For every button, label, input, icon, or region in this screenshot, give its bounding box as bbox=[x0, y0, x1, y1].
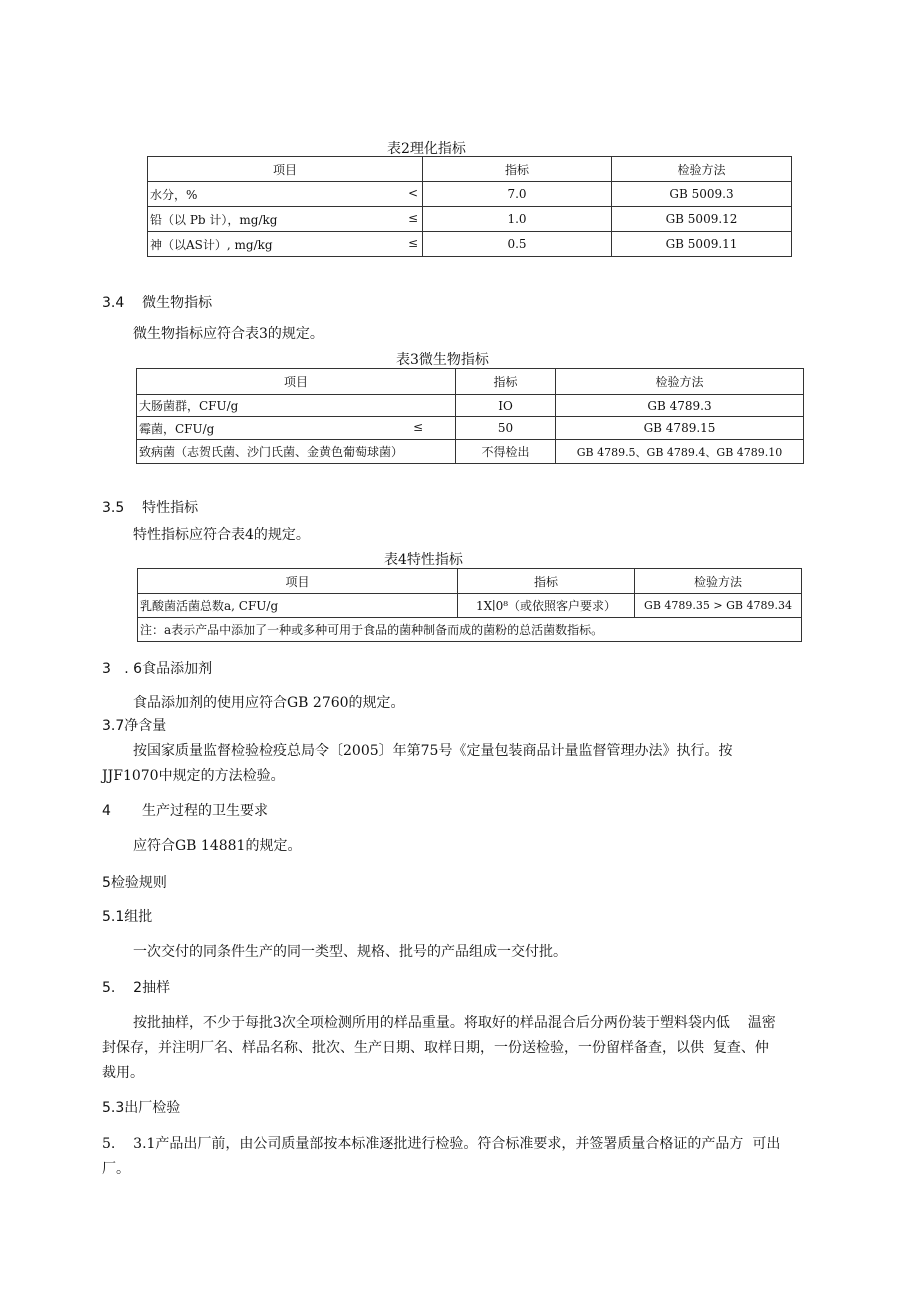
table3-cell-value: IO bbox=[456, 395, 556, 417]
table2-cell-item: 神（以AS计）, mg/kg ≤ bbox=[148, 232, 423, 257]
table-row bbox=[148, 207, 792, 232]
table2-cell-item: 铅（以 Pb 计），mg/kg ≤ bbox=[148, 207, 423, 232]
table4-cell-value: 1X∣0⁸（或依照客户要求） bbox=[458, 594, 635, 618]
table2-cell-value: 7.0 bbox=[423, 182, 612, 207]
table3 bbox=[136, 368, 804, 464]
table3-header-method: 检验方法 bbox=[556, 369, 804, 395]
section-3-4-title: 3.4 微生物指标 bbox=[102, 295, 213, 311]
section-3-7-title: 3.7净含量 bbox=[102, 718, 167, 734]
section-3-6-title: 3 . 6食品添加剂 bbox=[102, 661, 213, 677]
table3-cell-item: 大肠菌群，CFU/g bbox=[137, 395, 456, 417]
table2-cell-method: GB 5009.11 bbox=[612, 232, 792, 257]
section-3-7-line2: JJF1070中规定的方法检验。 bbox=[102, 768, 285, 784]
section-5-1-title: 5.1组批 bbox=[102, 909, 153, 925]
table4 bbox=[137, 568, 802, 642]
table4-header-value: 指标 bbox=[458, 569, 635, 594]
section-3-5-title: 3.5 特性指标 bbox=[102, 500, 199, 516]
table2-header-item: 项目 bbox=[148, 157, 423, 182]
table4-note: 注：a表示产品中添加了一种或多种可用于食品的菌种制备而成的菌粉的总活菌数指标。 bbox=[138, 618, 802, 642]
table2-cell-method: GB 5009.12 bbox=[612, 207, 792, 232]
section-3-6-text: 食品添加剂的使用应符合GB 2760的规定。 bbox=[133, 695, 405, 711]
section-5-3-title: 5.3出厂检验 bbox=[102, 1100, 181, 1116]
table2-header-value: 指标 bbox=[423, 157, 612, 182]
table-row bbox=[138, 594, 802, 618]
table4-header-item: 项目 bbox=[138, 569, 458, 594]
table3-cell-item: 霉菌，CFU/g ≤ bbox=[137, 417, 456, 440]
table2-header-method: 检验方法 bbox=[612, 157, 792, 182]
table-row bbox=[148, 182, 792, 207]
table4-cell-method: GB 4789.35 > GB 4789.34 bbox=[635, 594, 802, 618]
table3-cell-method: GB 4789.15 bbox=[556, 417, 804, 440]
table-row bbox=[148, 232, 792, 257]
table3-header-item: 项目 bbox=[137, 369, 456, 395]
table4-caption: 表4特性指标 bbox=[384, 552, 463, 568]
table3-caption: 表3微生物指标 bbox=[396, 352, 489, 368]
section-5-2-line2: 封保存，并注明厂名、样品名称、批次、生产日期、取样日期，一份送检验，一份留样备查，以供 复查、仲 bbox=[102, 1040, 769, 1056]
table-row bbox=[137, 440, 804, 464]
table-row bbox=[137, 417, 804, 440]
table3-cell-value: 50 bbox=[456, 417, 556, 440]
section-5-3-line2: 厂。 bbox=[102, 1161, 130, 1177]
section-3-7-line1: 按国家质量监督检验检疫总局令〔2005〕年第75号《定量包装商品计量监督管理办法》执行。按 bbox=[133, 743, 733, 759]
table2-cell-value: 1.0 bbox=[423, 207, 612, 232]
section-4-text: 应符合GB 14881的规定。 bbox=[133, 838, 302, 854]
table4-header-method: 检验方法 bbox=[635, 569, 802, 594]
section-5-2-line3: 裁用。 bbox=[102, 1065, 144, 1081]
table2 bbox=[147, 156, 792, 257]
table2-cell-method: GB 5009.3 bbox=[612, 182, 792, 207]
section-5-2-title: 5. 2抽样 bbox=[102, 980, 171, 996]
section-3-5-text: 特性指标应符合表4的规定。 bbox=[133, 527, 310, 543]
table3-header-value: 指标 bbox=[456, 369, 556, 395]
table3-cell-value: 不得检出 bbox=[456, 440, 556, 464]
table-row bbox=[137, 395, 804, 417]
table-row bbox=[138, 618, 802, 642]
table2-caption: 表2理化指标 bbox=[387, 141, 466, 157]
table2-cell-item: 水分，% < bbox=[148, 182, 423, 207]
table3-cell-method: GB 4789.5、GB 4789.4、GB 4789.10 bbox=[556, 440, 804, 464]
table2-cell-value: 0.5 bbox=[423, 232, 612, 257]
section-5-title: 5检验规则 bbox=[102, 875, 167, 891]
table4-cell-item: 乳酸菌活菌总数a, CFU/g bbox=[138, 594, 458, 618]
table3-cell-method: GB 4789.3 bbox=[556, 395, 804, 417]
section-5-1-text: 一次交付的同条件生产的同一类型、规格、批号的产品组成一交付批。 bbox=[133, 944, 567, 960]
section-4-title: 4 生产过程的卫生要求 bbox=[102, 803, 269, 819]
section-5-3-line1: 5. 3.1产品出厂前，由公司质量部按本标准逐批进行检验。符合标准要求，并签署质量合格证的产品方 可出 bbox=[102, 1136, 781, 1152]
table3-cell-item: 致病菌（志贺氏菌、沙门氏菌、金黄色葡萄球菌） bbox=[137, 440, 456, 464]
section-3-4-text: 微生物指标应符合表3的规定。 bbox=[133, 326, 324, 342]
section-5-2-line1: 按批抽样，不少于每批3次全项检测所用的样品重量。将取好的样品混合后分两份装于塑料袋内低 温密 bbox=[133, 1015, 776, 1031]
